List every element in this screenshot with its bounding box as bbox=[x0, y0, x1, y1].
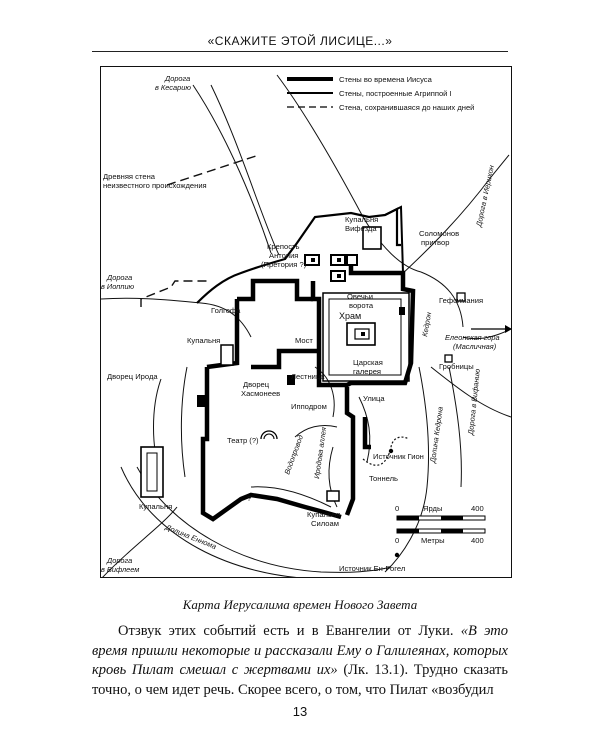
kidron-valley-line-2 bbox=[449, 367, 461, 487]
label-herod-palace: Дворец Ирода bbox=[107, 372, 158, 381]
map-labels bbox=[101, 74, 500, 574]
label-pool-siloam: Силоам bbox=[311, 519, 339, 528]
running-head: «СКАЖИТЕ ЭТОЙ ЛИСИЦЕ...» bbox=[207, 34, 393, 48]
scale-yards-zero: 0 bbox=[395, 504, 400, 513]
label-hippodrome: Ипподром bbox=[291, 402, 327, 411]
legend-agrippa-walls: Стены, построенные Агриппой I bbox=[339, 89, 452, 98]
jerusalem-map bbox=[100, 66, 512, 578]
map-canvas bbox=[101, 67, 512, 578]
label-road-caesarea: в Кесарию bbox=[155, 83, 191, 92]
pool-siloam-basin bbox=[327, 491, 339, 501]
scale-yards bbox=[395, 504, 485, 520]
label-pool-bethesda: Вифезда bbox=[345, 224, 377, 233]
label-kidron: Кедрон bbox=[420, 311, 434, 338]
label-street: Улица bbox=[363, 394, 385, 403]
label-pool-sultan: Купальня bbox=[139, 502, 173, 511]
label-question: ? bbox=[247, 494, 252, 503]
label-antonia: Крепость bbox=[267, 242, 300, 251]
terrain-west bbox=[181, 367, 187, 477]
scale-yards-max: 400 bbox=[471, 504, 484, 513]
sheep-gate-marker bbox=[399, 307, 405, 315]
label-tunnel: Тоннель bbox=[369, 474, 399, 483]
gospel-quote: «В это время пришли некоторые и рассказали Ему о Галилеянах, которых кровь Пилат смешал с жертвами их» bbox=[92, 623, 509, 678]
label-solomon-porch: Соломонов bbox=[419, 229, 460, 238]
theatre-symbol bbox=[261, 431, 277, 439]
label-en-rogel: Источник Ен-Рогел bbox=[339, 564, 406, 573]
olives-arrow-head bbox=[505, 325, 512, 333]
label-stairs: Лестница bbox=[291, 372, 325, 381]
antonia-tower-fill bbox=[337, 274, 341, 278]
legend-jesus-walls: Стены во времена Иисуса bbox=[339, 75, 432, 84]
label-road-bethlehem: в Вифлеем bbox=[101, 565, 140, 574]
spring-en-rogel bbox=[395, 553, 399, 557]
label-antonia: (Претория ?) bbox=[261, 260, 307, 269]
theatre-symbol-inner bbox=[264, 434, 274, 439]
paragraph-text: Отзвук этих событий есть и в Евангелии от Луки. bbox=[118, 623, 461, 639]
label-solomon-porch: притвор bbox=[421, 238, 450, 247]
pool-left-basin bbox=[221, 345, 233, 365]
label-road-bethlehem: Дорога bbox=[107, 556, 133, 565]
paragraph-text-continued: (Лк. 13.1). Трудно сказать точно, о чем идет речь. Скорее всего, о том, что Пилат «возбудил bbox=[92, 662, 508, 698]
road-caesarea bbox=[193, 85, 271, 253]
scale-yards-seg bbox=[441, 516, 463, 520]
label-road-bethany: Дорога в Вифанию bbox=[466, 368, 482, 436]
road-caesarea-2 bbox=[211, 85, 279, 255]
label-ancient-wall: Древняя стена bbox=[103, 172, 155, 181]
label-golgotha: Голгофа bbox=[211, 306, 241, 315]
second-wall bbox=[237, 281, 313, 299]
scale-meters-unit: Метры bbox=[421, 536, 445, 545]
herod-palace-tower bbox=[197, 395, 205, 407]
label-gihon: Источник Гион bbox=[373, 452, 424, 461]
label-royal-gallery: галерея bbox=[353, 367, 382, 376]
label-pool-left: Купальня bbox=[187, 336, 221, 345]
label-herod-alley: Иродова аллея bbox=[312, 426, 329, 480]
label-bridge: Мост bbox=[295, 336, 313, 345]
scale-meters-max: 400 bbox=[471, 536, 484, 545]
label-mount-olives: Елеонская гора bbox=[445, 333, 500, 342]
label-pool-bethesda: Купальня bbox=[345, 215, 379, 224]
label-tombs: Гробницы bbox=[439, 362, 474, 371]
label-road-caesarea: Дорога bbox=[165, 74, 191, 83]
agrippa-wall-east bbox=[385, 207, 403, 273]
antonia-tower-fill bbox=[311, 258, 315, 262]
body-paragraph bbox=[92, 622, 508, 700]
header-rule bbox=[92, 51, 508, 52]
antonia-tower bbox=[347, 255, 357, 265]
label-road-jericho: Дорога в Иерихон bbox=[474, 164, 496, 228]
label-road-joppa: Дорога bbox=[107, 273, 133, 282]
label-aqueduct: Водопровод bbox=[282, 433, 306, 476]
altar bbox=[361, 332, 365, 336]
label-hasmonean-palace: Дворец bbox=[243, 380, 270, 389]
label-ancient-wall: неизвестного происхождения bbox=[103, 181, 207, 190]
antonia-tower-fill bbox=[337, 258, 341, 262]
scale-meters-seg bbox=[441, 529, 463, 533]
label-sheep-gate: ворота bbox=[349, 301, 374, 310]
pool-sultan-basin bbox=[141, 447, 163, 497]
map-caption: Карта Иерусалима времен Нового Завета bbox=[182, 597, 418, 612]
label-valley-kidron: Долина Кедрона bbox=[428, 406, 445, 464]
label-road-joppa: в Иоппию bbox=[101, 282, 135, 291]
label-temple: Храм bbox=[339, 311, 362, 321]
road-joppa bbox=[101, 298, 251, 337]
label-royal-gallery: Царская bbox=[353, 358, 383, 367]
label-antonia: Антония bbox=[269, 251, 299, 260]
label-hasmonean-palace: Хасмонеев bbox=[241, 389, 281, 398]
label-pool-siloam: Купальня bbox=[307, 510, 341, 519]
scale-meters-seg bbox=[397, 529, 419, 533]
ancient-wall bbox=[141, 155, 259, 307]
label-theatre: Театр (?) bbox=[227, 436, 259, 445]
aqueduct-line bbox=[295, 425, 337, 437]
label-sheep-gate: Овечьи bbox=[347, 292, 373, 301]
legend-surviving-wall: Стена, сохранившаяся до наших дней bbox=[339, 103, 475, 112]
city-wall-east bbox=[347, 387, 353, 515]
label-gethsemane: Гефсимания bbox=[439, 296, 484, 305]
first-wall bbox=[251, 351, 317, 367]
label-valley-hinnom: Долина Еннома bbox=[164, 522, 218, 552]
map-legend bbox=[287, 75, 474, 112]
label-mount-olives: (Масличная) bbox=[453, 342, 497, 351]
scale-yards-unit: Ярды bbox=[423, 504, 443, 513]
page-number: 13 bbox=[292, 704, 308, 719]
scale-meters-zero: 0 bbox=[395, 536, 400, 545]
tombs-marker bbox=[445, 355, 452, 362]
scale-yards-seg bbox=[397, 516, 419, 520]
